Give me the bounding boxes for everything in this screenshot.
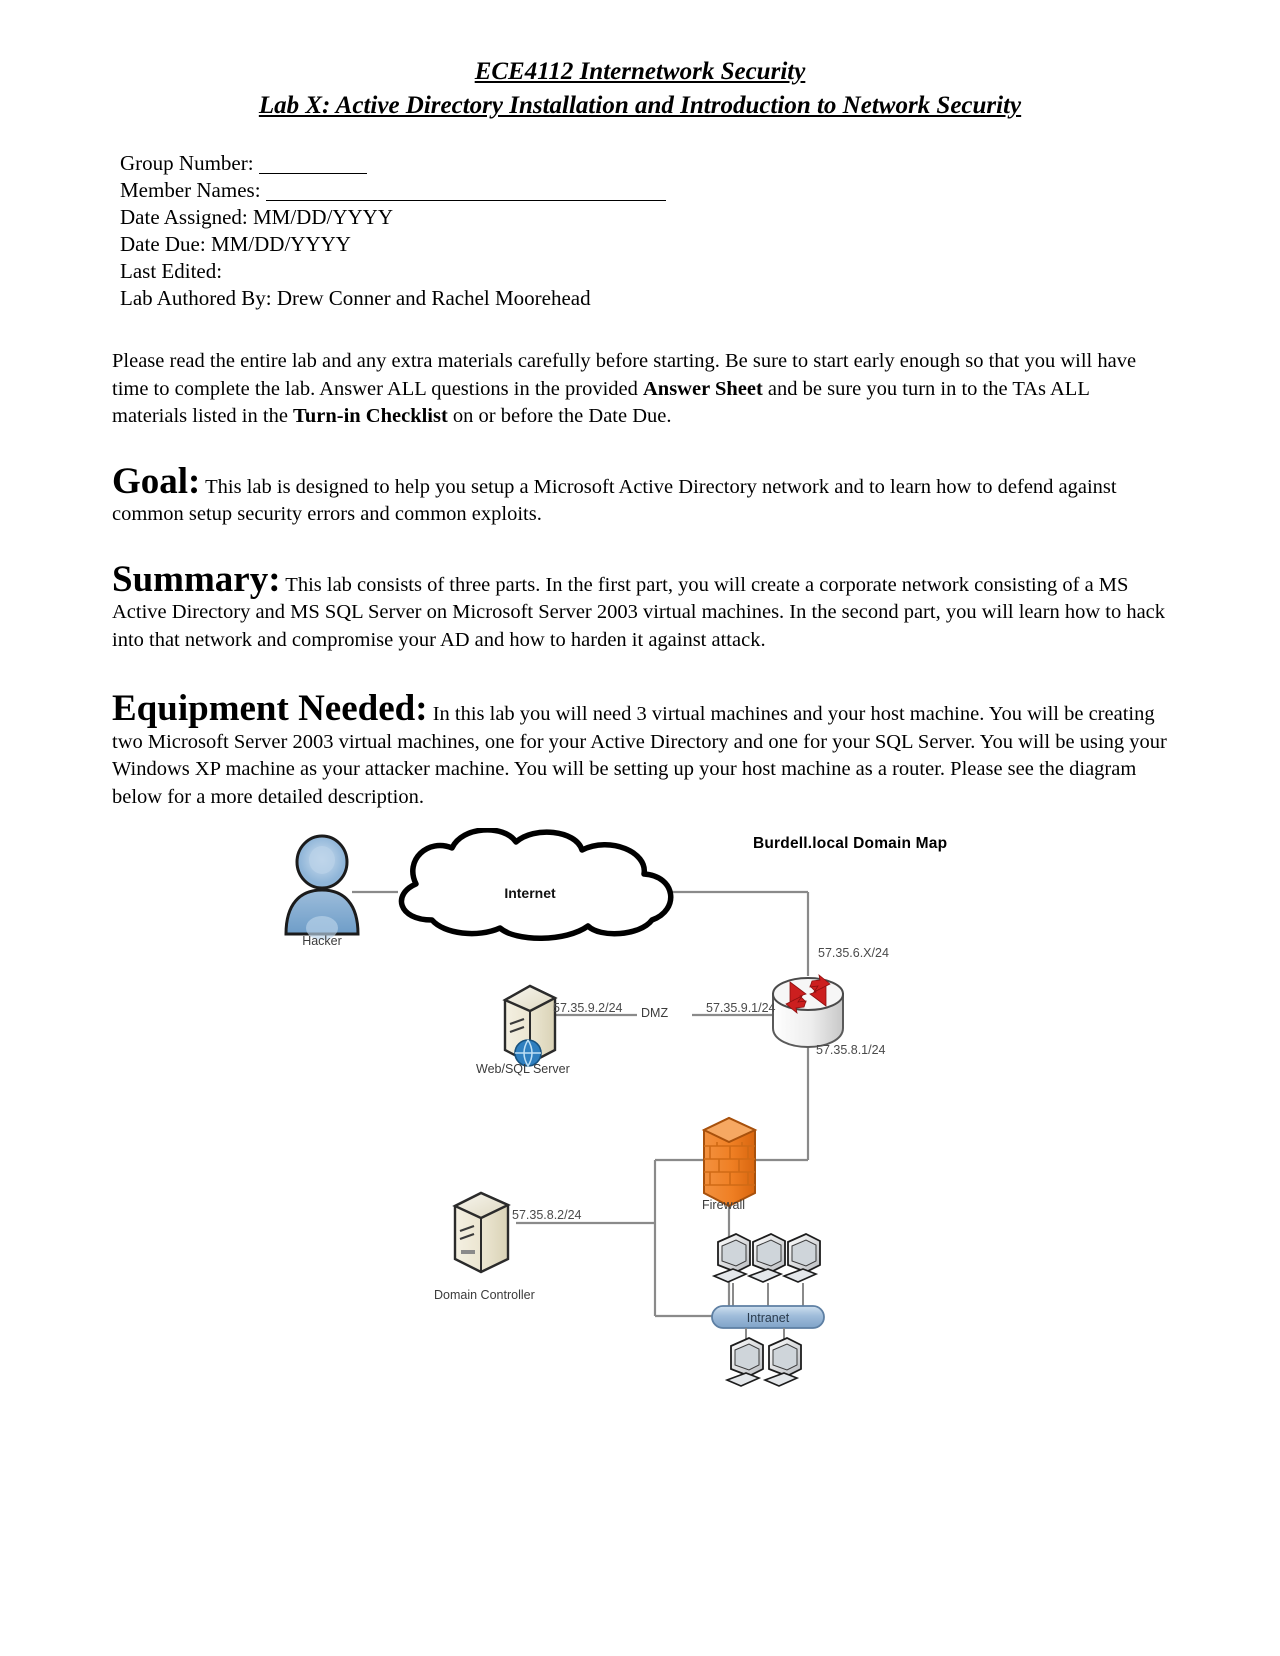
goal-section — [112, 460, 1172, 529]
domain-controller-icon — [455, 1193, 508, 1272]
internet-cloud-label: Internet — [504, 885, 556, 901]
group-number-blank[interactable] — [259, 173, 367, 174]
diagram-title: Burdell.local Domain Map — [753, 835, 948, 852]
web-sql-server-label: Web/SQL Server — [476, 1062, 570, 1076]
hacker-icon — [286, 836, 358, 940]
date-due-line: Date Due: MM/DD/YYYY — [120, 232, 351, 256]
lab-authored-by-line: Lab Authored By: Drew Conner and Rachel Moorehead — [120, 286, 591, 310]
last-edited-line: Last Edited: — [120, 259, 223, 283]
summary-heading: Summary: — [112, 558, 281, 600]
equipment-heading: Equipment Needed: — [112, 688, 428, 729]
workstation-group-bottom — [727, 1328, 801, 1386]
member-names-line — [120, 177, 1280, 204]
router-icon — [773, 975, 843, 1047]
firewall-label: Firewall — [702, 1198, 746, 1212]
workstation-icon — [749, 1234, 785, 1282]
group-number-label: Group Number: — [120, 151, 259, 175]
intranet-label: Intranet — [746, 1311, 790, 1325]
intro-paragraph — [112, 348, 1168, 431]
turn-in-checklist-emphasis: Turn-in Checklist — [293, 405, 448, 427]
member-names-label: Member Names: — [120, 178, 266, 202]
intro-text-part-1: Please read the entire lab and any extra materials carefully before starting. Be sure to start early enough so that you will have time to complete the lab. Answer ALL questions in the provided — [112, 350, 1137, 400]
page-title — [0, 0, 1280, 122]
title-line-1: ECE4112 Internetwork Security — [474, 58, 806, 85]
answer-sheet-emphasis: Answer Sheet — [643, 377, 763, 400]
domain-controller-label: Domain Controller — [434, 1288, 535, 1302]
router-wan-ip-label: 57.35.6.X/24 — [818, 946, 889, 960]
goal-body: This lab is designed to help you setup a Microsoft Active Directory network and to learn how to defend against common setup security errors and common exploits. — [112, 475, 1117, 525]
dmz-link-label: DMZ — [641, 1006, 669, 1020]
intro-text-part-2: and be sure you turn in to the TAs ALL materials listed in the — [112, 377, 1090, 427]
date-assigned-line: Date Assigned: MM/DD/YYYY — [120, 205, 393, 229]
firewall-icon — [704, 1118, 755, 1206]
domain-controller-ip-label: 57.35.8.2/24 — [512, 1208, 582, 1222]
intro-text-part-3: on or before the Date Due. — [447, 405, 672, 427]
equipment-section — [112, 688, 1172, 811]
router-dmz-ip-label: 57.35.9.1/24 — [706, 1001, 776, 1015]
title-line-2: Lab X: Active Directory Installation and Introduction to Network Security — [258, 92, 1022, 119]
summary-body: This lab consists of three parts. In the first part, you will create a corporate network consisting of a MS Active Directory and MS SQL Server on Microsoft Server 2003 virtual machines. In the second part, you will learn how to hack into that network and compromise your AD and how to harden it against attack. — [112, 573, 1166, 651]
router-lan-ip-label: 57.35.8.1/24 — [816, 1043, 886, 1057]
member-names-blank[interactable] — [266, 200, 666, 201]
web-server-ip-label: 57.35.9.2/24 — [553, 1001, 623, 1015]
web-sql-server-icon — [505, 986, 555, 1066]
equipment-body: In this lab you will need 3 virtual machines and your host machine. You will be creating two Microsoft Server 2003 virtual machines, one for your Active Directory and one for your SQL Server. You will be using your Windows XP machine as your attacker machine. You will be setting up your host machine as a router. Please see the diagram below for a more detailed description. — [112, 703, 1167, 808]
workstation-icon — [784, 1234, 820, 1282]
workstation-icon — [714, 1234, 750, 1282]
workstation-icon — [765, 1338, 801, 1386]
workstation-icon — [727, 1338, 763, 1386]
goal-heading: Goal: — [112, 460, 201, 502]
hacker-label: Hacker — [302, 934, 342, 948]
group-number-line — [120, 150, 1280, 177]
network-diagram — [0, 828, 1280, 1388]
summary-section — [112, 558, 1172, 655]
lab-info-block — [120, 150, 1280, 312]
